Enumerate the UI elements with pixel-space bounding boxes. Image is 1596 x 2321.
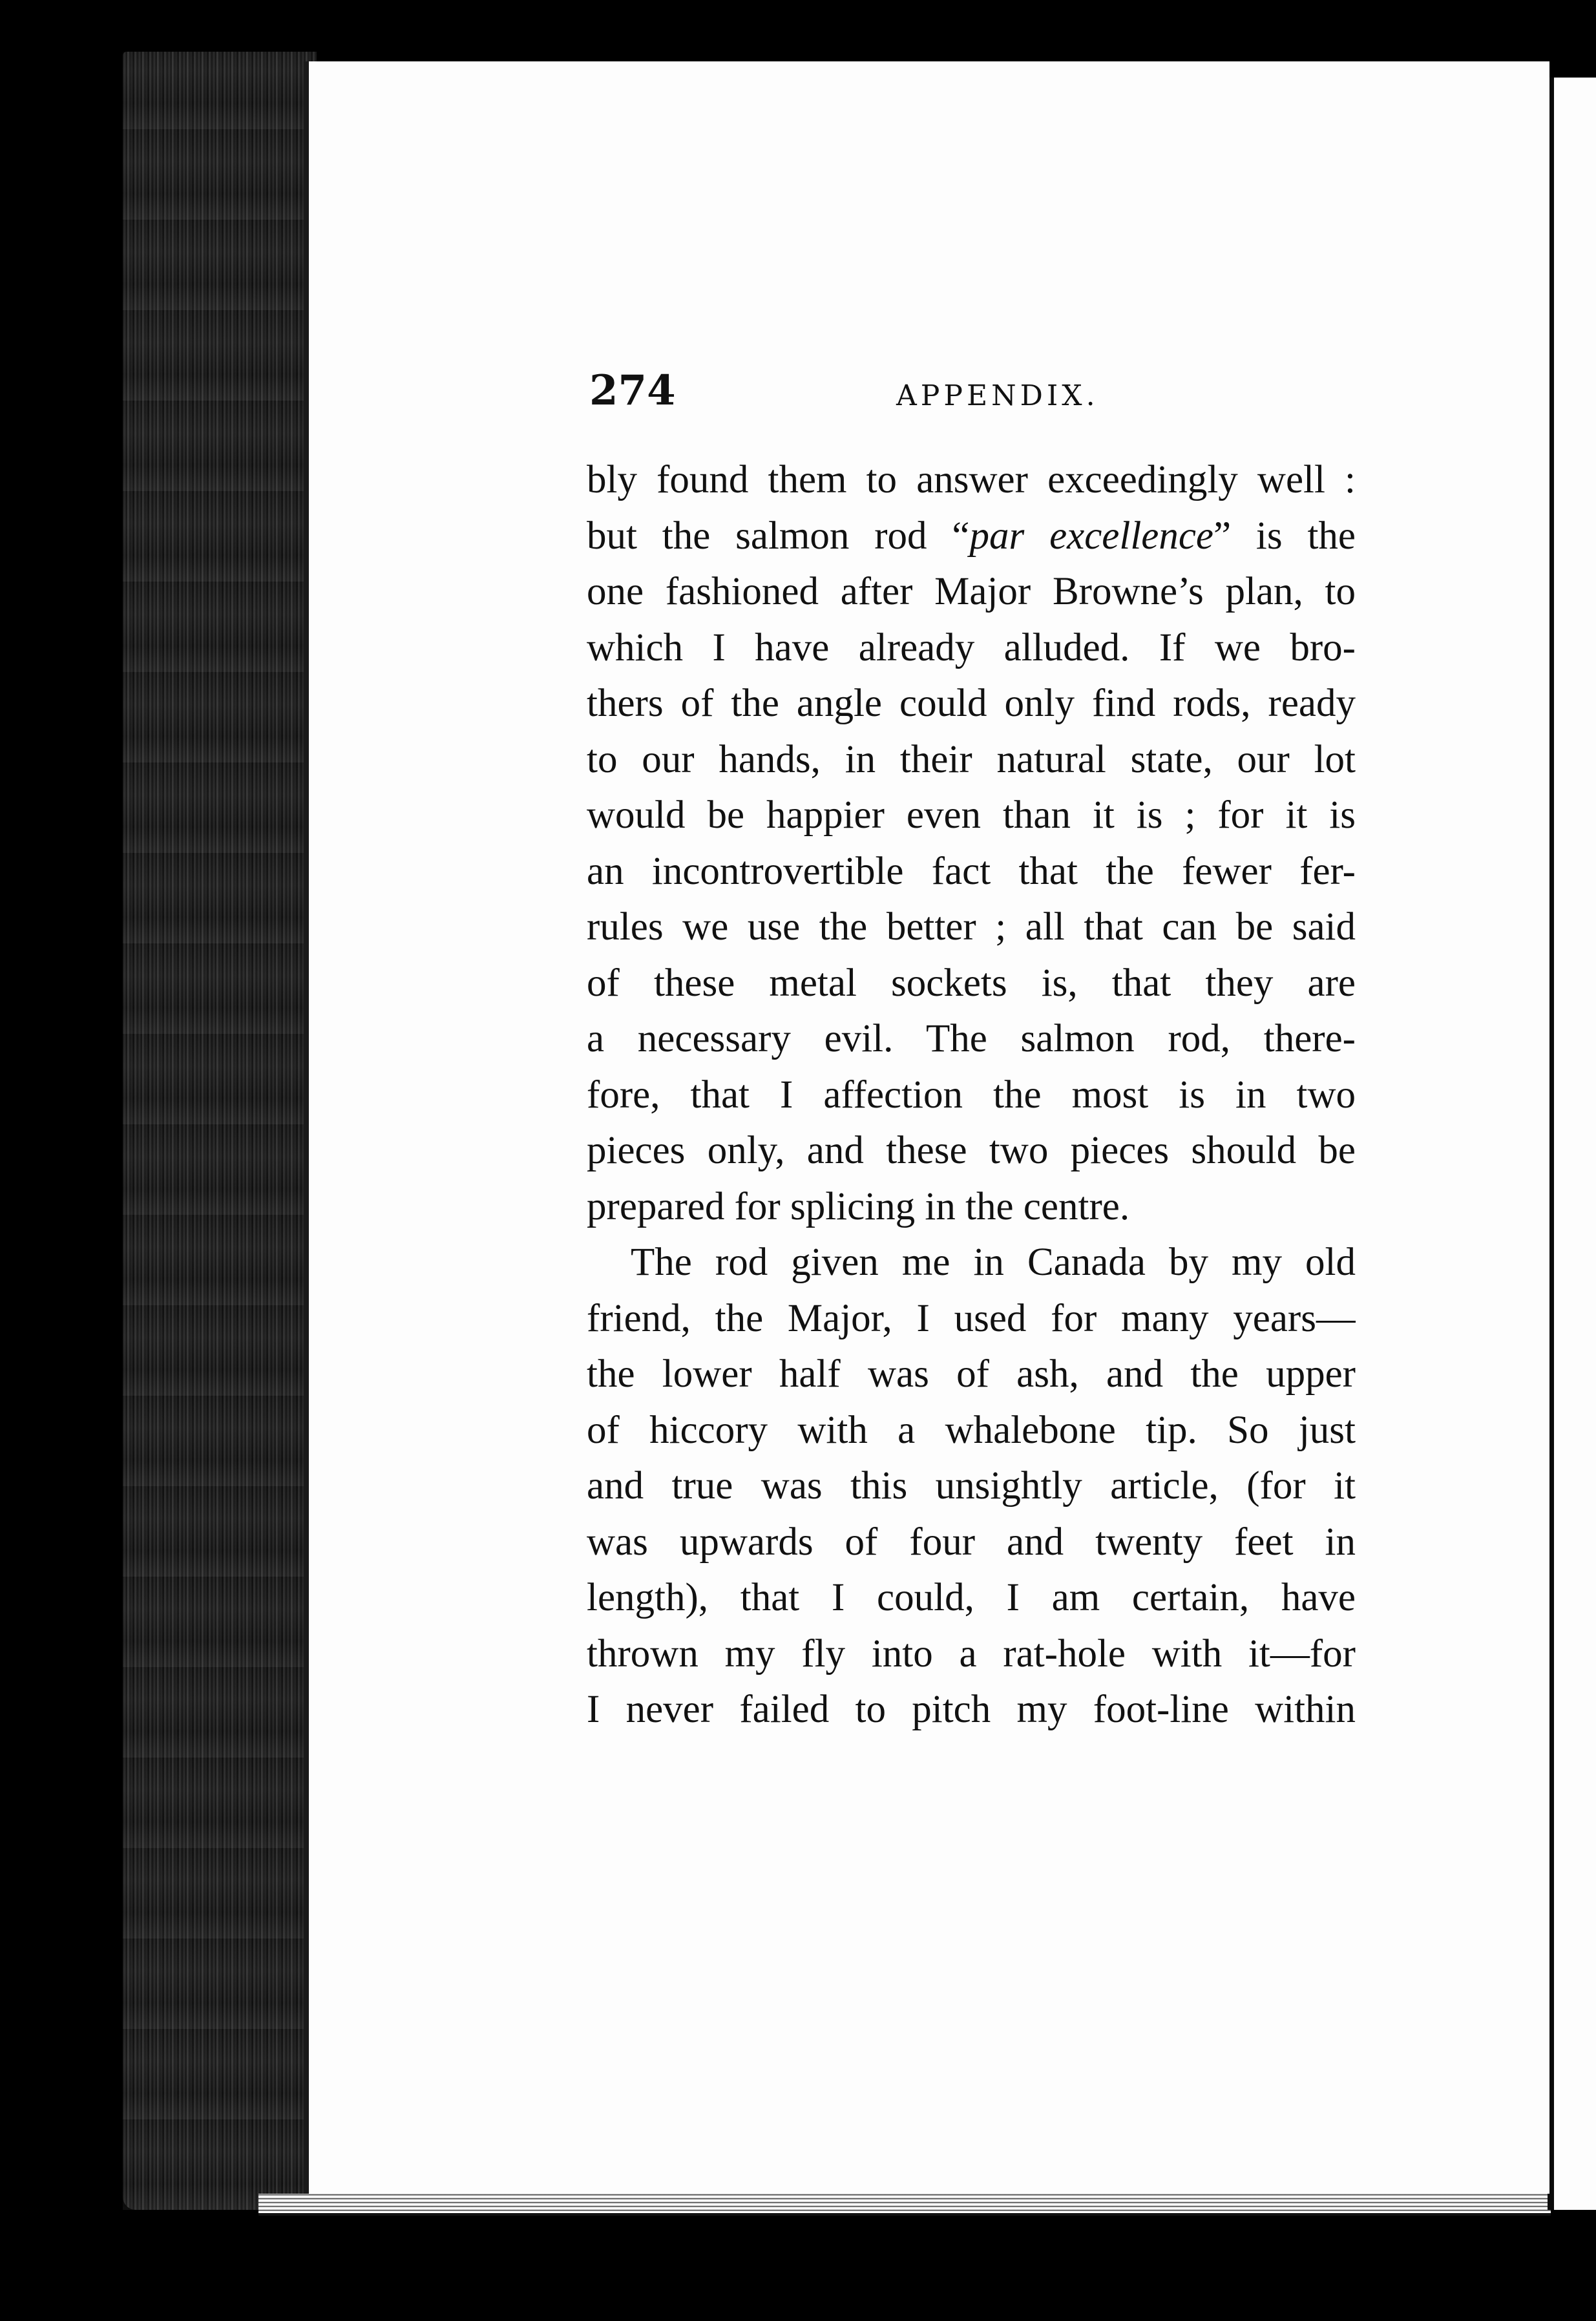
text-line: of hiccory with a whalebone tip. So just: [587, 1408, 1356, 1452]
italic-phrase: par excellence: [969, 514, 1213, 558]
next-page-strip: [1548, 78, 1596, 2210]
text-line: of these metal sockets is, that they are: [587, 961, 1356, 1005]
text-line: the lower half was of ash, and the upper: [587, 1352, 1356, 1396]
text-line: and true was this unsightly article, (for it: [587, 1464, 1356, 1507]
text-line: which I have already alluded. If we bro-: [587, 625, 1356, 669]
text-line: friend, the Major, I used for many years—: [587, 1296, 1356, 1340]
text-line: to our hands, in their natural state, our lot: [587, 737, 1356, 781]
text-line: was upwards of four and twenty feet in: [587, 1520, 1356, 1564]
page-number: 274: [589, 366, 676, 415]
text-line: The rod given me in Canada by my old: [631, 1241, 1356, 1284]
text-line: fore, that I affection the most is in two: [587, 1073, 1356, 1117]
text-line: thers of the angle could only find rods, ready: [587, 682, 1356, 725]
text-line: length), that I could, I am certain, have: [587, 1576, 1356, 1619]
body-text: [587, 452, 1356, 1738]
text-line: a necessary evil. The salmon rod, there-: [587, 1017, 1356, 1060]
running-head: [589, 362, 1352, 420]
running-title: APPENDIX.: [896, 379, 1099, 412]
text-line: one fashioned after Major Browne’s plan, to: [587, 570, 1356, 613]
text-segment: but the salmon rod “: [587, 514, 970, 558]
text-line: bly found them to answer exceedingly well :: [587, 458, 1356, 501]
text-segment: ” is the: [1213, 514, 1356, 558]
text-line: rules we use the better ; all that can be said: [587, 905, 1356, 949]
text-line: pieces only, and these two pieces should be: [587, 1129, 1356, 1172]
text-line: would be happier even than it is ; for it is: [587, 793, 1356, 837]
text-line: prepared for splicing in the centre.: [587, 1184, 1130, 1228]
bottom-page-edge: [258, 2194, 1551, 2216]
text-line: I never failed to pitch my foot-line within: [587, 1688, 1356, 1731]
page-edges: [123, 52, 317, 2210]
text-line: [587, 509, 1356, 565]
text-line: an incontrovertible fact that the fewer fer-: [587, 849, 1356, 893]
text-line: thrown my fly into a rat-hole with it—for: [587, 1632, 1356, 1675]
